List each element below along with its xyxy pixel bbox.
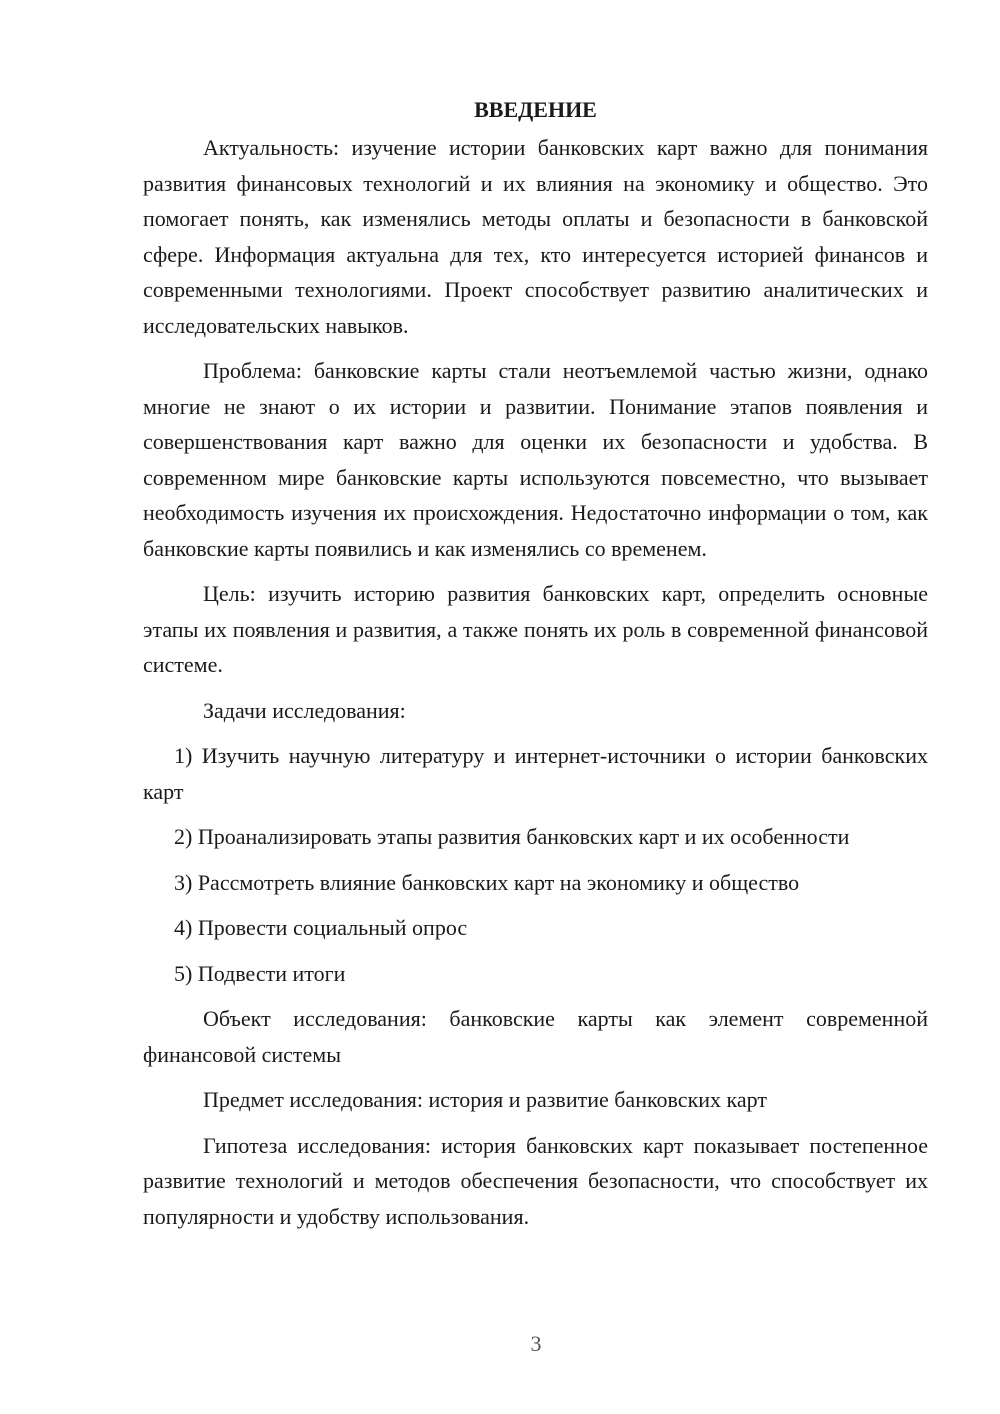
tasks-heading: Задачи исследования: — [203, 697, 406, 723]
problem-paragraph: Проблема: банковские карты стали неотъемлемой частью жизни, однако многие не знают о их истории и развитии. Понимание этапов появления и совершенствования карт важно для оценки их безопасности и удобства. В современном мире банковские карты используются повсеместно, что вызывает необходимость изучения их происхождения. Недостаточно информации о том, как банковские карты появились и как изменялись со временем. — [143, 358, 928, 561]
page-title: ВВЕДЕНИЕ — [474, 97, 597, 122]
task-item-1: 1) Изучить научную литературу и интернет-источники о истории банковских карт — [143, 743, 928, 804]
task-item-4: 4) Провести социальный опрос — [174, 915, 468, 940]
task-item-5: 5) Подвести итоги — [174, 960, 346, 986]
document-page — [143, 92, 928, 1244]
task-item-3: 3) Рассмотреть влияние банковских карт на экономику и общество — [174, 869, 800, 895]
task-item-2: 2) Проанализировать этапы развития банковских карт и их особенности — [174, 824, 850, 849]
page-number: 3 — [530, 1331, 542, 1356]
object-paragraph: Объект исследования: банковские карты как элемент современной финансовой системы — [143, 1006, 928, 1067]
hypothesis-paragraph: Гипотеза исследования: история банковских карт показывает постепенное развитие технологий и методов обеспечения безопасности, что способствует их популярности и удобству использования. — [143, 1132, 928, 1229]
relevance-paragraph: Актуальность: изучение истории банковских карт важно для понимания развития финансовых технологий и их влияния на экономику и общество. Это помогает понять, как изменялись методы оплаты и безопасности в банковской сфере. Информация актуальна для тех, кто интересуется историей финансов и современными технологиями. Проект способствует развитию аналитических и исследовательских навыков. — [143, 135, 928, 338]
goal-paragraph: Цель: изучить историю развития банковских карт, определить основные этапы их появления и развития, а также понять их роль в современной финансовой системе. — [143, 581, 928, 677]
subject-paragraph: Предмет исследования: история и развитие банковских карт — [203, 1087, 767, 1112]
